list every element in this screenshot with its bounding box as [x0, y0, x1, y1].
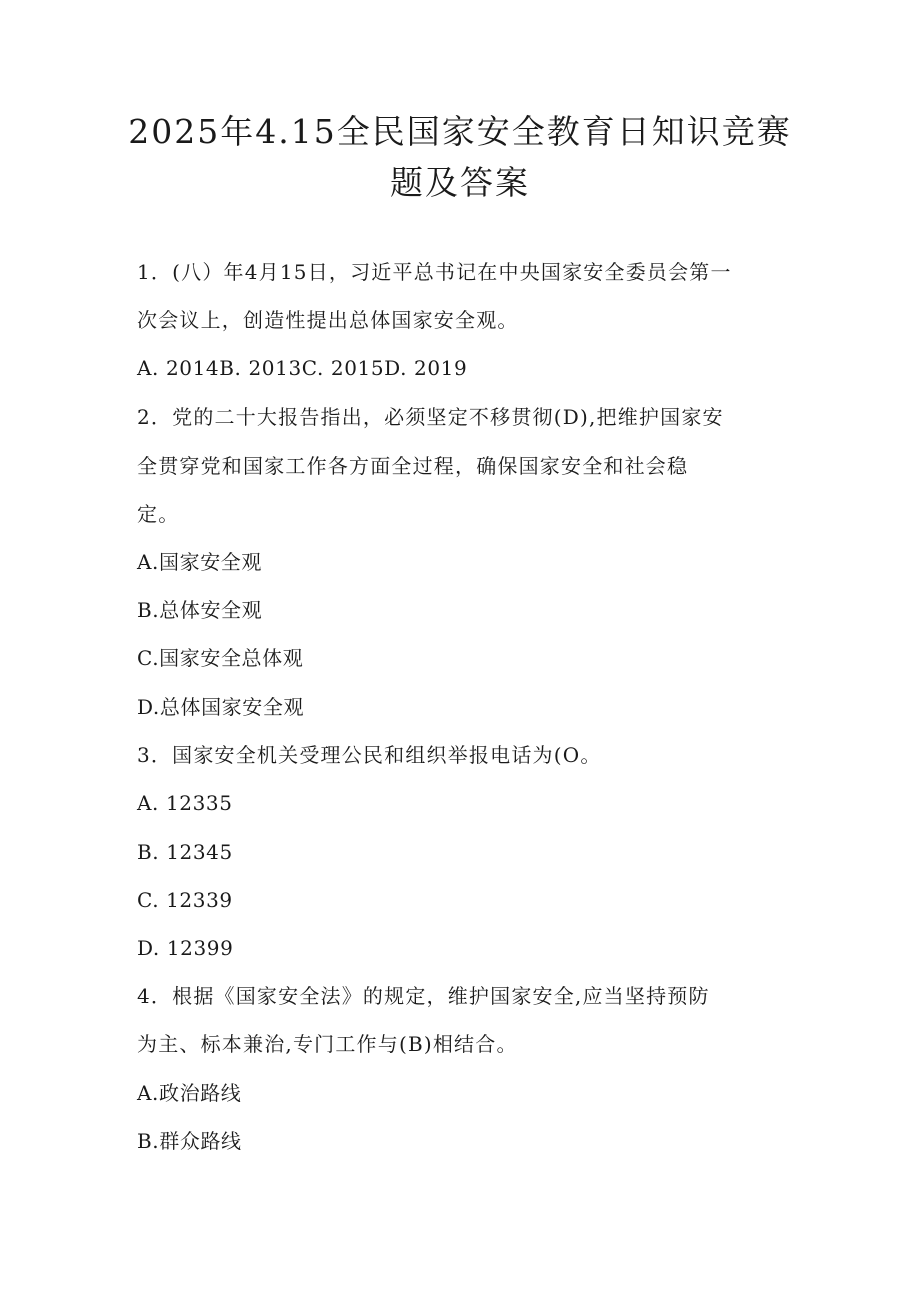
q4-stem-line-1: 4．根据《国家安全法》的规定，维护国家安全,应当坚持预防: [137, 984, 710, 1008]
q1-options: A. 2014B. 2013C. 2015D. 2019: [137, 356, 468, 380]
q1-stem-line-2: 次会议上，创造性提出总体国家安全观。: [137, 308, 519, 332]
document-title-line-2: 题及答案: [390, 163, 530, 202]
q2-stem-line-2: 全贯穿党和国家工作各方面全过程，确保国家安全和社会稳: [137, 454, 689, 478]
q2-option-b: B.总体安全观: [137, 598, 263, 622]
document-title-line-1: 2025年4.15全民国家安全教育日知识竞赛: [128, 112, 792, 151]
q4-option-a: A.政治路线: [137, 1081, 242, 1105]
q2-stem-line-3: 定。: [137, 502, 180, 526]
q1-stem-line-1: 1．(八）年4月15日，习近平总书记在中央国家安全委员会第一: [137, 260, 732, 284]
q2-option-c: C.国家安全总体观: [137, 646, 304, 670]
q2-option-a: A.国家安全观: [137, 550, 263, 574]
q3-option-a: A. 12335: [137, 791, 233, 815]
q3-stem-line-1: 3．国家安全机关受理公民和组织举报电话为(O。: [137, 743, 602, 767]
q4-option-b: B.群众路线: [137, 1129, 242, 1153]
q3-option-b: B. 12345: [137, 840, 233, 864]
q2-option-d: D.总体国家安全观: [137, 695, 305, 719]
q2-stem-line-1: 2．党的二十大报告指出，必须坚定不移贯彻(D),把维护国家安: [137, 405, 724, 429]
q3-option-d: D. 12399: [137, 936, 234, 960]
q3-option-c: C. 12339: [137, 888, 233, 912]
q4-stem-line-2: 为主、标本兼治,专门工作与(B)相结合。: [137, 1032, 518, 1056]
